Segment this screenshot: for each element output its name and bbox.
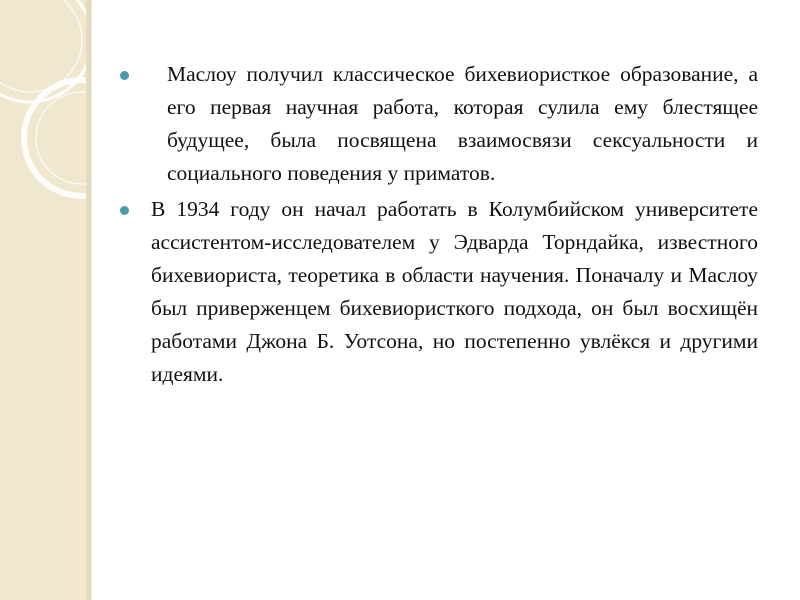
bullet-text-1: Маслоу получил классическое бихевиористкое образование, а его первая научная работа, которая сулила ему блестящее будущее, была посвящена взаимосвязи сексуальности и социального поведения у приматов. <box>167 62 758 185</box>
bullet-dot-icon <box>120 206 129 215</box>
decorative-circles-icon <box>0 0 86 600</box>
side-divider-thin <box>91 0 92 600</box>
bullet-dot-icon <box>120 71 129 80</box>
slide-content <box>120 58 758 391</box>
decorative-side-panel <box>0 0 86 600</box>
bullet-item-2 <box>120 193 758 391</box>
bullet-item-1 <box>120 58 758 190</box>
bullet-text-2: В 1934 году он начал работать в Колумбийском университете ассистентом-исследователем у Эдварда Торндайка, известного бихевиориста, теоретика в области научения. Поначалу и Маслоу был приверженцем бихевиористкого подхода, он был восхищён работами Джона Б. Уотсона, но постепенно увлёкся и другими идеями. <box>151 197 758 386</box>
